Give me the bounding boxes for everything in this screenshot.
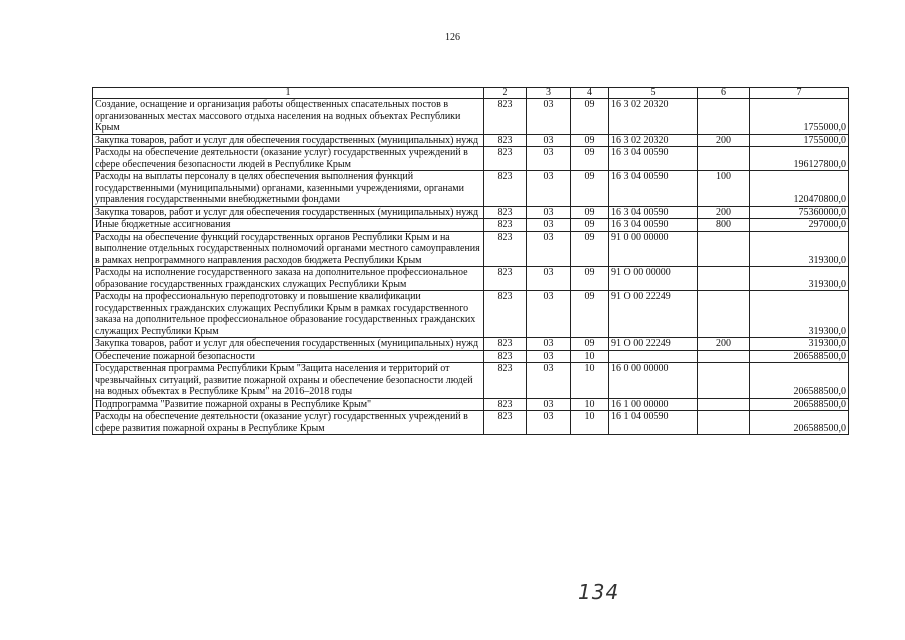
amount-cell: 319300,0 (750, 267, 849, 291)
amount-cell: 319300,0 (750, 338, 849, 351)
target-article-cell: 16 3 04 00590 (609, 206, 698, 219)
target-article-cell: 16 3 04 00590 (609, 171, 698, 207)
expense-type-cell (698, 99, 750, 135)
admin-code-cell: 823 (484, 134, 527, 147)
section-cell: 03 (527, 99, 571, 135)
admin-code-cell: 823 (484, 398, 527, 411)
amount-cell: 1755000,0 (750, 134, 849, 147)
header-cell: 6 (698, 88, 750, 99)
target-article-cell: 16 0 00 00000 (609, 363, 698, 399)
amount-cell: 206588500,0 (750, 411, 849, 435)
expense-name-cell: Расходы на выплаты персоналу в целях обеспечения выполнения функций государственными (муниципальными) органами, казенными учреждениями, органами управления государственными внебюджетными фондами (93, 171, 484, 207)
expense-type-cell (698, 147, 750, 171)
budget-table-body (93, 88, 849, 435)
target-article-cell: 91 0 00 00000 (609, 231, 698, 267)
admin-code-cell: 823 (484, 267, 527, 291)
expense-type-cell: 200 (698, 338, 750, 351)
expense-name-cell: Закупка товаров, работ и услуг для обеспечения государственных (муниципальных) нужд (93, 338, 484, 351)
section-cell: 03 (527, 411, 571, 435)
amount-cell: 1755000,0 (750, 99, 849, 135)
expense-type-cell (698, 231, 750, 267)
expense-name-cell: Расходы на обеспечение деятельности (оказание услуг) государственных учреждений в сфере обеспечения безопасности людей в Республике Крым (93, 147, 484, 171)
table-row (93, 171, 849, 207)
expense-name-cell: Расходы на обеспечение функций государственных органов Республики Крым и на выполнение отдельных государственных полномочий органами местного самоуправления в рамках непрограммного направления расходов бюджета Республики Крым (93, 231, 484, 267)
expense-name-cell: Закупка товаров, работ и услуг для обеспечения государственных (муниципальных) нужд (93, 206, 484, 219)
subsection-cell: 09 (571, 99, 609, 135)
expense-type-cell (698, 291, 750, 338)
table-row (93, 99, 849, 135)
target-article-cell: 16 3 04 00590 (609, 147, 698, 171)
amount-cell: 297000,0 (750, 219, 849, 232)
admin-code-cell: 823 (484, 411, 527, 435)
header-cell: 5 (609, 88, 698, 99)
subsection-cell: 10 (571, 350, 609, 363)
header-cell: 4 (571, 88, 609, 99)
admin-code-cell: 823 (484, 171, 527, 207)
amount-cell: 206588500,0 (750, 398, 849, 411)
expense-name-cell: Закупка товаров, работ и услуг для обеспечения государственных (муниципальных) нужд (93, 134, 484, 147)
expense-name-cell: Обеспечение пожарной безопасности (93, 350, 484, 363)
section-cell: 03 (527, 338, 571, 351)
amount-cell: 319300,0 (750, 231, 849, 267)
target-article-cell: 91 О 00 22249 (609, 338, 698, 351)
subsection-cell: 09 (571, 231, 609, 267)
amount-cell: 206588500,0 (750, 363, 849, 399)
expense-type-cell: 200 (698, 206, 750, 219)
section-cell: 03 (527, 231, 571, 267)
table-row (93, 206, 849, 219)
header-cell: 7 (750, 88, 849, 99)
amount-cell: 75360000,0 (750, 206, 849, 219)
admin-code-cell: 823 (484, 99, 527, 135)
admin-code-cell: 823 (484, 206, 527, 219)
table-row (93, 291, 849, 338)
admin-code-cell: 823 (484, 231, 527, 267)
section-cell: 03 (527, 171, 571, 207)
amount-cell: 319300,0 (750, 291, 849, 338)
expense-type-cell: 100 (698, 171, 750, 207)
subsection-cell: 09 (571, 291, 609, 338)
table-row (93, 338, 849, 351)
target-article-cell: 91 О 00 22249 (609, 291, 698, 338)
section-cell: 03 (527, 291, 571, 338)
admin-code-cell: 823 (484, 147, 527, 171)
table-row (93, 231, 849, 267)
page-number: 126 (445, 32, 460, 43)
subsection-cell: 10 (571, 363, 609, 399)
target-article-cell: 16 1 00 00000 (609, 398, 698, 411)
expense-type-cell (698, 398, 750, 411)
table-row (93, 147, 849, 171)
budget-table (92, 87, 849, 435)
admin-code-cell: 823 (484, 338, 527, 351)
subsection-cell: 09 (571, 134, 609, 147)
table-row (93, 398, 849, 411)
expense-name-cell: Государственная программа Республики Крым "Защита населения и территорий от чрезвычайных ситуаций, развитие пожарной охраны и обеспечение безопасности людей на водных объектах в Республике Крым" на 2016–2018 годы (93, 363, 484, 399)
header-cell: 3 (527, 88, 571, 99)
table-row (93, 363, 849, 399)
subsection-cell: 09 (571, 338, 609, 351)
subsection-cell: 10 (571, 398, 609, 411)
subsection-cell: 09 (571, 147, 609, 171)
amount-cell: 196127800,0 (750, 147, 849, 171)
expense-name-cell: Расходы на обеспечение деятельности (оказание услуг) государственных учреждений в сфере развития пожарной охраны в Республике Крым (93, 411, 484, 435)
table-row (93, 350, 849, 363)
expense-type-cell (698, 363, 750, 399)
subsection-cell: 09 (571, 267, 609, 291)
target-article-cell: 16 3 04 00590 (609, 219, 698, 232)
table-row (93, 134, 849, 147)
section-cell: 03 (527, 134, 571, 147)
table-row (93, 267, 849, 291)
expense-type-cell (698, 411, 750, 435)
handwritten-page-number: 134 (578, 580, 620, 604)
admin-code-cell: 823 (484, 363, 527, 399)
subsection-cell: 10 (571, 411, 609, 435)
section-cell: 03 (527, 267, 571, 291)
expense-type-cell (698, 350, 750, 363)
target-article-cell: 16 3 02 20320 (609, 99, 698, 135)
header-cell: 2 (484, 88, 527, 99)
subsection-cell: 09 (571, 206, 609, 219)
section-cell: 03 (527, 350, 571, 363)
expense-name-cell: Расходы на профессиональную переподготовку и повышение квалификации государственных гражданских служащих Республики Крым в рамках государственного заказа на дополнительное профессиональное образование государственных гражданских служащих Республики Крым (93, 291, 484, 338)
section-cell: 03 (527, 147, 571, 171)
admin-code-cell: 823 (484, 291, 527, 338)
table-row (93, 219, 849, 232)
section-cell: 03 (527, 398, 571, 411)
section-cell: 03 (527, 219, 571, 232)
admin-code-cell: 823 (484, 350, 527, 363)
subsection-cell: 09 (571, 171, 609, 207)
expense-name-cell: Подпрограмма "Развитие пожарной охраны в Республике Крым" (93, 398, 484, 411)
expense-name-cell: Иные бюджетные ассигнования (93, 219, 484, 232)
expense-type-cell: 200 (698, 134, 750, 147)
expense-type-cell: 800 (698, 219, 750, 232)
amount-cell: 206588500,0 (750, 350, 849, 363)
section-cell: 03 (527, 363, 571, 399)
target-article-cell: 16 3 02 20320 (609, 134, 698, 147)
table-row (93, 411, 849, 435)
expense-type-cell (698, 267, 750, 291)
header-cell: 1 (93, 88, 484, 99)
table-header-row (93, 88, 849, 99)
target-article-cell: 91 О 00 00000 (609, 267, 698, 291)
expense-name-cell: Расходы на исполнение государственного заказа на дополнительное профессиональное образование государственных гражданских служащих Республики Крым (93, 267, 484, 291)
target-article-cell: 16 1 04 00590 (609, 411, 698, 435)
amount-cell: 120470800,0 (750, 171, 849, 207)
section-cell: 03 (527, 206, 571, 219)
subsection-cell: 09 (571, 219, 609, 232)
expense-name-cell: Создание, оснащение и организация работы общественных спасательных постов в организованных местах массового отдыха населения на водных объектах Республики Крым (93, 99, 484, 135)
target-article-cell (609, 350, 698, 363)
admin-code-cell: 823 (484, 219, 527, 232)
